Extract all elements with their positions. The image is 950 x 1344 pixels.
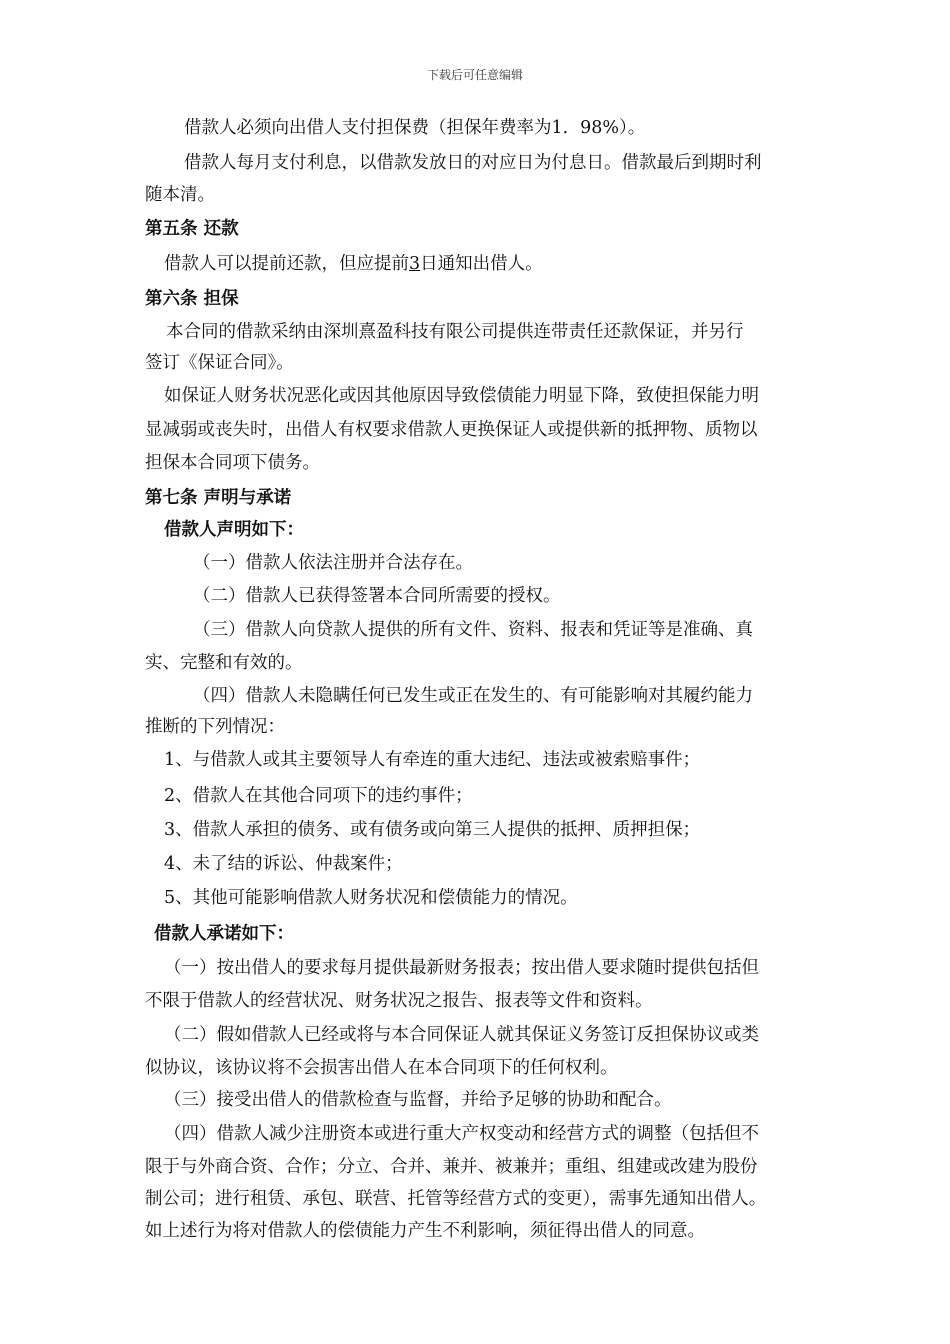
para-interest-line1: 借款人每月支付利息，以借款发放日的对应日为付息日。借款最后到期时利	[184, 153, 762, 173]
section-heading-repayment: 第五条 还款	[145, 219, 239, 239]
subheading-borrower-declares: 借款人声明如下：	[164, 520, 304, 540]
declaration-item-3-line2: 实、完整和有效的。	[145, 653, 303, 673]
section-heading-guarantee: 第六条 担保	[145, 289, 239, 309]
undertaking-4-line3: 制公司；进行租赁、承包、联营、托管等经营方式的变更），需事先通知出借人。	[145, 1189, 767, 1209]
page-header: 下载后可任意编辑	[426, 68, 523, 82]
undertaking-4-line2: 限于与外商合资、合作；分立、合并、兼并、被兼并；重组、组建或改建为股份	[145, 1157, 758, 1177]
para-guarantor-line1: 本合同的借款采纳由深圳熹盈科技有限公司提供连带责任还款保证，并另行	[166, 322, 744, 342]
declaration-item-4-line2: 推断的下列情况：	[145, 717, 285, 737]
para-guarantor-line2: 签订《保证合同》。	[145, 353, 294, 373]
para-guarantor-risk-line2: 显减弱或丧失时，出借人有权要求借款人更换保证人或提供新的抵押物、质物以	[145, 420, 758, 440]
para-guarantee-fee: 借款人必须向出借人支付担保费（担保年费率为1．98%）。	[184, 118, 646, 138]
declaration-item-1: （一）借款人依法注册并合法存在。	[193, 553, 473, 573]
declaration-item-3-line1: （三）借款人向贷款人提供的所有文件、资料、报表和凭证等是准确、真	[193, 620, 753, 640]
list-item-5: 5、其他可能影响借款人财务状况和偿债能力的情况。	[164, 888, 578, 908]
declaration-item-2: （二）借款人已获得签署本合同所需要的授权。	[193, 586, 561, 606]
list-item-3: 3、借款人承担的债务、或有债务或向第三人提供的抵押、质押担保；	[164, 820, 701, 840]
undertaking-3: （三）接受出借人的借款检查与监督，并给予足够的协助和配合。	[164, 1090, 672, 1110]
undertaking-2-line2: 似协议，该协议将不会损害出借人在本合同项下的任何权利。	[145, 1058, 618, 1078]
undertaking-4-line4: 如上述行为将对借款人的偿债能力产生不利影响，须征得出借人的同意。	[145, 1221, 705, 1241]
undertaking-1-line1: （一）按出借人的要求每月提供最新财务报表；按出借人要求随时提供包括但	[164, 958, 759, 978]
undertaking-2-line1: （二）假如借款人已经或将与本合同保证人就其保证义务签订反担保协议或类	[164, 1025, 759, 1045]
subheading-borrower-undertakes: 借款人承诺如下：	[154, 924, 294, 944]
para-interest-line2: 随本清。	[145, 185, 215, 205]
para-guarantor-risk-line1: 如保证人财务状况恶化或因其他原因导致偿债能力明显下降，致使担保能力明	[164, 386, 759, 406]
para-guarantor-risk-line3: 担保本合同项下债务。	[145, 453, 320, 473]
undertaking-1-line2: 不限于借款人的经营状况、财务状况之报告、报表等文件和资料。	[145, 991, 653, 1011]
section-heading-declarations: 第七条 声明与承诺	[145, 488, 292, 508]
para-early-repayment	[164, 253, 543, 275]
list-item-1: 1、与借款人或其主要领导人有牵连的重大违纪、违法或被索赔事件；	[164, 750, 701, 770]
list-item-4: 4、未了结的诉讼、仲裁案件；	[164, 854, 403, 874]
early-repayment-text-end: 日通知出借人。	[420, 254, 543, 274]
notice-days-value: 3	[409, 254, 421, 274]
undertaking-4-line1: （四）借款人减少注册资本或进行重大产权变动和经营方式的调整（包括但不	[164, 1124, 759, 1144]
list-item-2: 2、借款人在其他合同项下的违约事件；	[164, 786, 473, 806]
early-repayment-text: 借款人可以提前还款，但应提前	[164, 254, 409, 274]
declaration-item-4-line1: （四）借款人未隐瞒任何已发生或正在发生的、有可能影响对其履约能力	[193, 686, 753, 706]
